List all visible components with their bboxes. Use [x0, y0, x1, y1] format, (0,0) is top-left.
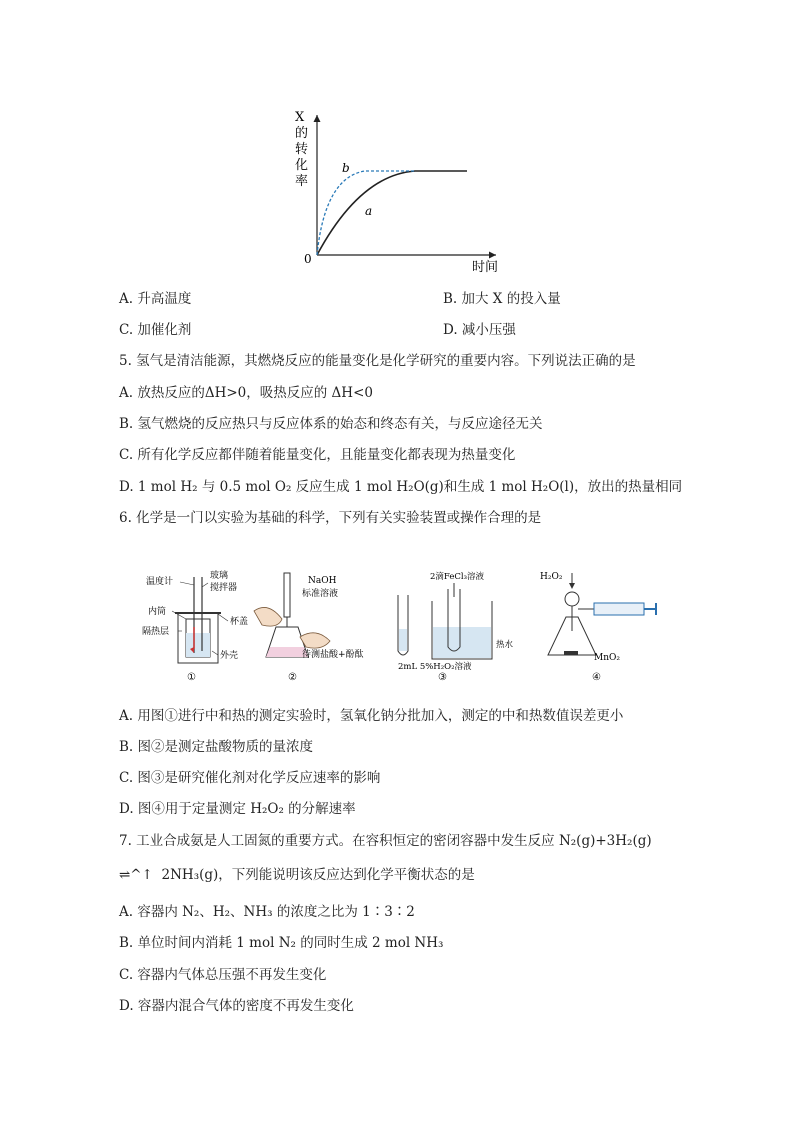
q5-option-a: A. 放热反应的ΔH>0，吸热反应的 ΔH<0 [119, 385, 373, 401]
x-label: 时间 [472, 260, 499, 275]
q6-option-a: A. 用图①进行中和热的测定实验时，氢氧化钠分批加入，测定的中和热数值误差更小 [119, 708, 624, 724]
fig2-label-acid: 待测盐酸+酚酞 [302, 650, 364, 660]
fig3-number: ③ [438, 672, 447, 683]
fig4-label-mno2: MnO₂ [594, 653, 620, 663]
y-label-1: X [295, 110, 305, 125]
y-label-2: 的 [295, 126, 309, 141]
fig3-label-h2o2: 2mL 5%H₂O₂溶液 [398, 662, 472, 672]
fig2-label-standard: 标准溶液 [302, 589, 339, 599]
q5-option-d: D. 1 mol H₂ 与 0.5 mol O₂ 反应生成 1 mol H₂O(g)和生成 1 mol H₂O(l)，放出的热量相同 [119, 479, 683, 495]
q6-option-d: D. 图④用于定量测定 H₂O₂ 的分解速率 [119, 801, 356, 817]
q7-stem-line2 [119, 866, 475, 884]
y-label-4: 化 [295, 158, 309, 173]
curve-b-label: b [342, 161, 350, 175]
q7-stem-text: 2NH₃(g)，下列能说明该反应达到化学平衡状态的是 [161, 867, 475, 883]
fig1-label-insulation: 隔热层 [142, 627, 170, 637]
fig1-label-lid: 杯盖 [230, 617, 249, 627]
curve-a-label: a [365, 204, 373, 218]
fig1-label-shell: 外壳 [220, 651, 239, 661]
figure-2-titration [250, 567, 380, 685]
y-label-3: 转 [295, 142, 309, 157]
q5-option-c: C. 所有化学反应都伴随着能量变化，且能量变化都表现为热量变化 [119, 447, 516, 463]
fig4-number: ④ [592, 672, 601, 683]
q6-option-c: C. 图③是研究催化剂对化学反应速率的影响 [119, 770, 381, 786]
origin-label: 0 [304, 252, 312, 266]
q4-option-d: D. 减小压强 [443, 322, 516, 338]
fig4-label-h2o2: H₂O₂ [540, 572, 563, 582]
fig3-label-fecl3: 2滴FeCl₃溶液 [430, 572, 485, 582]
q5-option-b: B. 氢气燃烧的反应热只与反应体系的始态和终态有关，与反应途径无关 [119, 416, 543, 432]
q7-option-a: A. 容器内 N₂、H₂、NH₃ 的浓度之比为 1∶3∶2 [119, 904, 415, 920]
curve-a [317, 171, 467, 255]
y-label-5: 率 [295, 174, 309, 189]
q7-stem-line1: 7. 工业合成氨是人工固氮的重要方式。在容积恒定的密闭容器中发生反应 N₂(g)+3H₂(g) [119, 833, 652, 849]
q4-option-a: A. 升高温度 [119, 291, 192, 307]
conversion-graph [290, 105, 510, 280]
q7-option-c: C. 容器内气体总压强不再发生变化 [119, 967, 327, 983]
fig3-label-hotwater: 热水 [496, 640, 514, 650]
figure-3-beaker [390, 567, 530, 685]
fig1-number: ① [187, 672, 196, 683]
q4-option-c: C. 加催化剂 [119, 322, 192, 338]
fig1-label-stirrer: 搅拌器 [210, 583, 238, 593]
fig2-label-naoh: NaOH [308, 576, 337, 586]
fig1-label-glass: 玻璃 [210, 571, 229, 581]
equilibrium-arrow-icon: ⇌^↑ [119, 867, 153, 883]
q6-stem: 6. 化学是一门以实验为基础的科学，下列有关实验装置或操作合理的是 [119, 510, 542, 526]
q4-option-b: B. 加大 X 的投入量 [443, 291, 561, 307]
fig1-label-inner: 内筒 [148, 607, 167, 617]
q7-option-b: B. 单位时间内消耗 1 mol N₂ 的同时生成 2 mol NH₃ [119, 935, 444, 951]
q7-option-d: D. 容器内混合气体的密度不再发生变化 [119, 998, 354, 1014]
q5-stem: 5. 氢气是清洁能源，其燃烧反应的能量变化是化学研究的重要内容。下列说法正确的是 [119, 353, 636, 369]
fig1-label-thermometer: 温度计 [146, 577, 174, 587]
q6-option-b: B. 图②是测定盐酸物质的量浓度 [119, 739, 314, 755]
fig2-number: ② [288, 672, 297, 683]
figure-4-flask [538, 567, 668, 685]
